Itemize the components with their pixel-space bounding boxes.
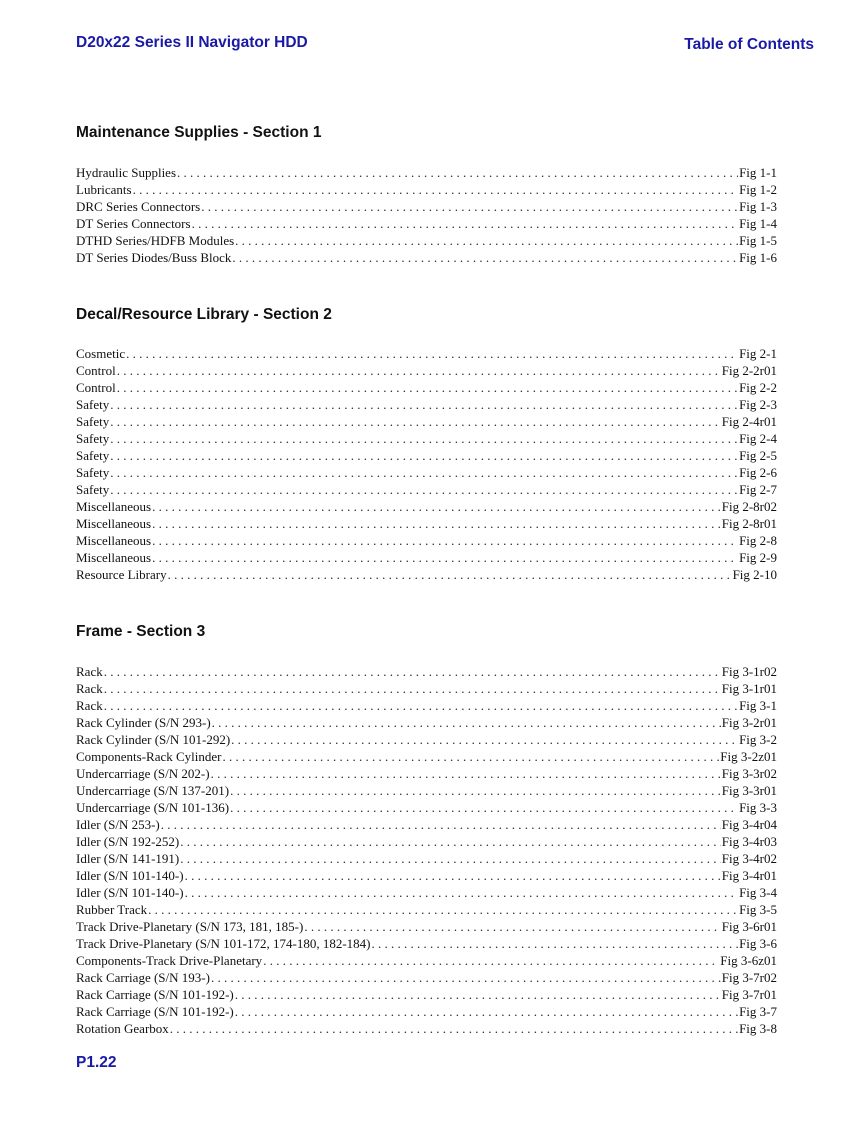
toc-entry-figure: Fig 3-6 (739, 936, 777, 951)
toc-entry-label: Track Drive-Planetary (S/N 101-172, 174-180, 182-184) (76, 936, 371, 951)
toc-entry-figure: Fig 1-2 (739, 182, 777, 197)
dot-leader (170, 1021, 738, 1037)
toc-entry (76, 233, 777, 250)
dot-leader (161, 817, 721, 833)
toc-entry-figure: Fig 3-1r02 (721, 664, 777, 679)
toc-entry (76, 715, 777, 732)
toc-entry-figure: Fig 3-7 (739, 1004, 777, 1019)
toc-entry-label: Rack Cylinder (S/N 293-) (76, 715, 211, 730)
dot-leader (180, 851, 720, 867)
toc-entry-label: Idler (S/N 253-) (76, 817, 160, 832)
toc-entry-figure: Fig 2-3 (739, 397, 777, 412)
dot-leader (192, 216, 739, 232)
toc-entry-figure: Fig 2-9 (739, 550, 777, 565)
dot-leader (110, 448, 738, 464)
toc-entry-figure: Fig 3-3 (739, 800, 777, 815)
toc-entry-label: Idler (S/N 141-191) (76, 851, 180, 866)
toc-entry (76, 250, 777, 267)
toc-entry (76, 664, 777, 681)
toc-entry-label: Miscellaneous (76, 550, 152, 565)
toc-entry (76, 567, 777, 584)
toc-entry (76, 885, 777, 902)
toc-entry-label: Safety (76, 397, 110, 412)
toc-entry (76, 749, 777, 766)
toc-entry-figure: Fig 3-3r01 (721, 783, 777, 798)
toc-entry-label: Rubber Track (76, 902, 148, 917)
dot-leader (235, 233, 738, 249)
section-3-entries (76, 664, 777, 1038)
toc-entry (76, 851, 777, 868)
dot-leader (235, 1004, 738, 1020)
toc-entry-label: Resource Library (76, 567, 167, 582)
toc-entry (76, 465, 777, 482)
dot-leader (117, 380, 738, 396)
table-of-contents-label: Table of Contents (684, 36, 814, 53)
toc-entry (76, 533, 777, 550)
dot-leader (152, 550, 738, 566)
toc-entry-label: Lubricants (76, 182, 132, 197)
toc-entry-label: Components-Rack Cylinder (76, 749, 222, 764)
dot-leader (110, 431, 738, 447)
section-title-frame: Frame - Section 3 (76, 623, 206, 640)
dot-leader (148, 902, 738, 918)
toc-entry (76, 431, 777, 448)
toc-entry-figure: Fig 1-6 (739, 250, 777, 265)
toc-entry (76, 834, 777, 851)
dot-leader (223, 749, 720, 765)
toc-entry (76, 868, 777, 885)
toc-entry-label: Rack (76, 681, 103, 696)
dot-leader (211, 766, 721, 782)
toc-entry-figure: Fig 1-3 (739, 199, 777, 214)
dot-leader (152, 516, 721, 532)
toc-entry-label: Track Drive-Planetary (S/N 173, 181, 185-) (76, 919, 304, 934)
toc-entry-figure: Fig 2-7 (739, 482, 777, 497)
toc-entry-figure: Fig 3-8 (739, 1021, 777, 1036)
toc-entry (76, 817, 777, 834)
toc-entry (76, 681, 777, 698)
toc-entry-figure: Fig 3-6r01 (721, 919, 777, 934)
toc-entry-figure: Fig 3-4 (739, 885, 777, 900)
toc-entry-label: Rack Cylinder (S/N 101-292) (76, 732, 231, 747)
dot-leader (263, 953, 719, 969)
toc-entry-label: Safety (76, 465, 110, 480)
toc-entry-label: Undercarriage (S/N 137-201) (76, 783, 230, 798)
dot-leader (104, 698, 738, 714)
dot-leader (235, 987, 721, 1003)
page-number: P1.22 (76, 1054, 117, 1071)
toc-entry (76, 380, 777, 397)
toc-entry (76, 482, 777, 499)
toc-entry (76, 199, 777, 216)
toc-entry (76, 550, 777, 567)
toc-entry (76, 970, 777, 987)
toc-entry-figure: Fig 2-4 (739, 431, 777, 446)
toc-entry-figure: Fig 1-5 (739, 233, 777, 248)
section-1-entries (76, 165, 777, 267)
toc-entry-label: Rack (76, 698, 103, 713)
toc-entry-label: DRC Series Connectors (76, 199, 201, 214)
dot-leader (185, 868, 721, 884)
dot-leader (304, 919, 720, 935)
toc-entry (76, 800, 777, 817)
toc-entry-figure: Fig 2-5 (739, 448, 777, 463)
toc-entry (76, 414, 777, 431)
toc-entry (76, 732, 777, 749)
toc-entry (76, 766, 777, 783)
toc-entry-figure: Fig 3-7r01 (721, 987, 777, 1002)
dot-leader (126, 346, 738, 362)
toc-entry-figure: Fig 2-6 (739, 465, 777, 480)
toc-entry-figure: Fig 1-1 (739, 165, 777, 180)
section-title-maintenance-supplies: Maintenance Supplies - Section 1 (76, 124, 322, 141)
dot-leader (230, 800, 738, 816)
dot-leader (212, 715, 721, 731)
toc-entry-label: DT Series Connectors (76, 216, 191, 231)
toc-entry-figure: Fig 2-8 (739, 533, 777, 548)
toc-entry (76, 698, 777, 715)
toc-entry-figure: Fig 3-5 (739, 902, 777, 917)
toc-entry (76, 953, 777, 970)
toc-entry-label: Rack (76, 664, 103, 679)
dot-leader (152, 533, 738, 549)
toc-entry (76, 363, 777, 380)
toc-entry-label: Rotation Gearbox (76, 1021, 169, 1036)
section-title-decal-resource-library: Decal/Resource Library - Section 2 (76, 306, 332, 323)
toc-entry-label: Safety (76, 414, 110, 429)
toc-entry-figure: Fig 2-10 (732, 567, 777, 582)
toc-entry-figure: Fig 3-1 (739, 698, 777, 713)
toc-entry-label: Control (76, 380, 116, 395)
toc-entry-figure: Fig 3-3r02 (721, 766, 777, 781)
dot-leader (180, 834, 720, 850)
toc-entry-label: Rack Carriage (S/N 193-) (76, 970, 210, 985)
toc-entry-figure: Fig 3-4r02 (721, 851, 777, 866)
toc-entry-label: Idler (S/N 192-252) (76, 834, 180, 849)
toc-entry-label: Control (76, 363, 116, 378)
toc-entry-label: Hydraulic Supplies (76, 165, 177, 180)
dot-leader (104, 664, 721, 680)
dot-leader (152, 499, 721, 515)
toc-entry-label: Idler (S/N 101-140-) (76, 885, 184, 900)
toc-entry-label: Miscellaneous (76, 499, 152, 514)
toc-entry-label: DT Series Diodes/Buss Block (76, 250, 232, 265)
dot-leader (231, 732, 738, 748)
toc-entry (76, 902, 777, 919)
toc-entry-figure: Fig 3-2r01 (721, 715, 777, 730)
dot-leader (232, 250, 738, 266)
toc-entry-label: Cosmetic (76, 346, 126, 361)
toc-entry-figure: Fig 3-4r01 (721, 868, 777, 883)
toc-entry-figure: Fig 2-1 (739, 346, 777, 361)
toc-entry (76, 346, 777, 363)
dot-leader (201, 199, 738, 215)
dot-leader (168, 567, 732, 583)
toc-entry-figure: Fig 2-4r01 (721, 414, 777, 429)
document-title: D20x22 Series II Navigator HDD (76, 34, 308, 51)
toc-entry-label: Undercarriage (S/N 101-136) (76, 800, 230, 815)
toc-entry-figure: Fig 3-6z01 (720, 953, 777, 968)
dot-leader (110, 414, 721, 430)
toc-entry-label: Safety (76, 482, 110, 497)
toc-entry-label: Miscellaneous (76, 516, 152, 531)
toc-entry (76, 516, 777, 533)
toc-entry (76, 783, 777, 800)
toc-entry (76, 1004, 777, 1021)
toc-entry-label: Undercarriage (S/N 202-) (76, 766, 210, 781)
toc-entry (76, 987, 777, 1004)
toc-entry (76, 1021, 777, 1038)
dot-leader (110, 397, 738, 413)
toc-entry-label: Rack Carriage (S/N 101-192-) (76, 1004, 234, 1019)
toc-entry (76, 936, 777, 953)
toc-entry-label: Components-Track Drive-Planetary (76, 953, 263, 968)
toc-entry-figure: Fig 2-8r02 (721, 499, 777, 514)
toc-entry (76, 216, 777, 233)
toc-entry-figure: Fig 3-2z01 (720, 749, 777, 764)
toc-entry-label: Miscellaneous (76, 533, 152, 548)
dot-leader (104, 681, 721, 697)
toc-entry-label: Safety (76, 431, 110, 446)
toc-entry (76, 182, 777, 199)
dot-leader (133, 182, 738, 198)
toc-entry (76, 919, 777, 936)
dot-leader (110, 465, 738, 481)
toc-entry-figure: Fig 3-7r02 (721, 970, 777, 985)
toc-entry-figure: Fig 3-1r01 (721, 681, 777, 696)
toc-entry (76, 165, 777, 182)
toc-entry-figure: Fig 1-4 (739, 216, 777, 231)
toc-entry-figure: Fig 3-4r03 (721, 834, 777, 849)
toc-entry-label: DTHD Series/HDFB Modules (76, 233, 235, 248)
toc-entry-figure: Fig 2-2r01 (721, 363, 777, 378)
toc-entry-label: Rack Carriage (S/N 101-192-) (76, 987, 234, 1002)
section-2-entries (76, 346, 777, 584)
dot-leader (185, 885, 738, 901)
dot-leader (372, 936, 739, 952)
dot-leader (117, 363, 721, 379)
toc-entry (76, 499, 777, 516)
toc-entry-figure: Fig 3-4r04 (721, 817, 777, 832)
toc-entry-figure: Fig 2-8r01 (721, 516, 777, 531)
dot-leader (177, 165, 738, 181)
dot-leader (110, 482, 738, 498)
dot-leader (211, 970, 721, 986)
toc-entry (76, 397, 777, 414)
toc-entry-figure: Fig 3-2 (739, 732, 777, 747)
toc-entry-label: Idler (S/N 101-140-) (76, 868, 184, 883)
toc-entry-label: Safety (76, 448, 110, 463)
toc-entry (76, 448, 777, 465)
toc-entry-figure: Fig 2-2 (739, 380, 777, 395)
dot-leader (230, 783, 721, 799)
